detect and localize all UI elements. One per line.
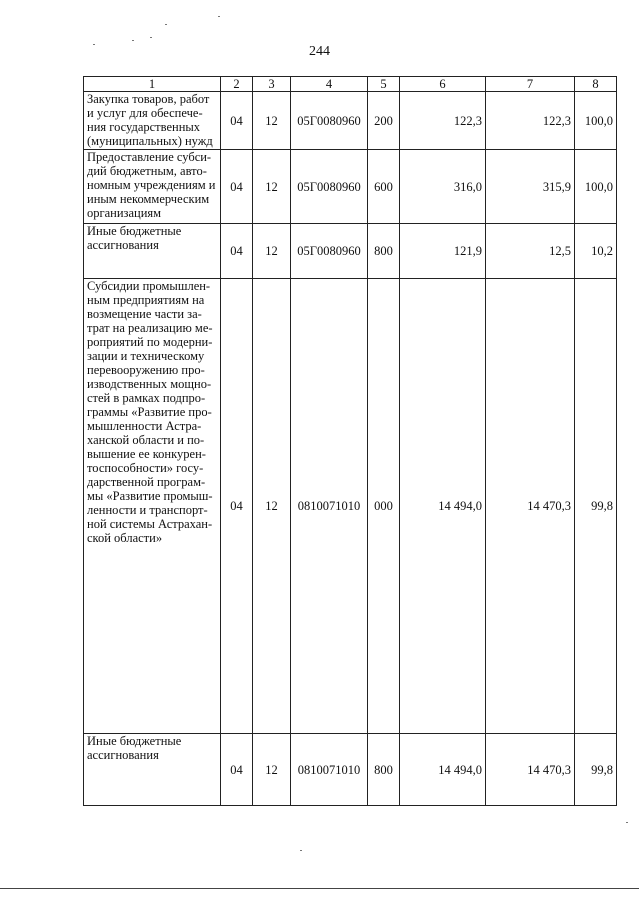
- col-header-4: 4: [291, 77, 368, 92]
- scan-speck: [150, 37, 152, 38]
- budget-table: [83, 76, 617, 806]
- row-subsection: 12: [253, 734, 291, 806]
- row-description: Предоставление субси-дий бюджетным, авто-номным учреждениям и иным некоммерческим организациям: [84, 150, 221, 224]
- header-row: [84, 77, 617, 92]
- page-number: 244: [309, 44, 330, 59]
- row-planned: 122,3: [400, 92, 486, 150]
- row-planned: 14 494,0: [400, 279, 486, 734]
- scan-speck: [626, 822, 628, 823]
- row-section: 04: [221, 734, 253, 806]
- row-expense-type: 000: [368, 279, 400, 734]
- row-percent: 100,0: [575, 92, 617, 150]
- row-executed: 14 470,3: [486, 279, 575, 734]
- row-percent: 100,0: [575, 150, 617, 224]
- row-executed: 12,5: [486, 224, 575, 279]
- row-target-article: 0810071010: [291, 734, 368, 806]
- row-description: Иные бюджетные ассигнования: [84, 224, 221, 279]
- col-header-5: 5: [368, 77, 400, 92]
- col-header-3: 3: [253, 77, 291, 92]
- row-description: Субсидии промышлен-ным предприятиям на возмещение части за-трат на реализацию ме-роприятий по модерни-зации и техническому перевооружению про-изводственных мощно-стей в рамках подпро-граммы «Развитие про-мышленности Астра-ханской области и по-вышение ее конкурен-тоспособности» госу-дарственной програм-мы «Развитие промыш-ленности и транспорт-ной системы Астрахан-ской области»: [84, 279, 221, 734]
- table-row: [84, 224, 617, 279]
- row-section: 04: [221, 279, 253, 734]
- col-header-2: 2: [221, 77, 253, 92]
- scan-speck: [165, 24, 167, 25]
- row-subsection: 12: [253, 92, 291, 150]
- row-target-article: 05Г0080960: [291, 224, 368, 279]
- row-planned: 14 494,0: [400, 734, 486, 806]
- row-target-article: 05Г0080960: [291, 92, 368, 150]
- row-target-article: 0810071010: [291, 279, 368, 734]
- row-description: Иные бюджетные ассигнования: [84, 734, 221, 806]
- col-header-1: 1: [84, 77, 221, 92]
- row-expense-type: 800: [368, 224, 400, 279]
- bottom-scan-edge: [0, 888, 639, 889]
- row-target-article: 05Г0080960: [291, 150, 368, 224]
- row-percent: 10,2: [575, 224, 617, 279]
- col-header-7: 7: [486, 77, 575, 92]
- row-executed: 315,9: [486, 150, 575, 224]
- row-section: 04: [221, 150, 253, 224]
- row-planned: 121,9: [400, 224, 486, 279]
- table-row: [84, 150, 617, 224]
- table-row: [84, 279, 617, 734]
- scan-speck: [300, 850, 302, 851]
- row-subsection: 12: [253, 279, 291, 734]
- col-header-8: 8: [575, 77, 617, 92]
- row-executed: 14 470,3: [486, 734, 575, 806]
- table-row: [84, 92, 617, 150]
- table-row: [84, 734, 617, 806]
- scan-speck: [132, 40, 134, 41]
- row-subsection: 12: [253, 150, 291, 224]
- row-section: 04: [221, 92, 253, 150]
- row-expense-type: 600: [368, 150, 400, 224]
- row-expense-type: 800: [368, 734, 400, 806]
- row-description: Закупка товаров, работ и услуг для обеспече-ния государственных (муниципальных) нужд: [84, 92, 221, 150]
- row-subsection: 12: [253, 224, 291, 279]
- scan-speck: [93, 44, 95, 45]
- row-expense-type: 200: [368, 92, 400, 150]
- row-planned: 316,0: [400, 150, 486, 224]
- col-header-6: 6: [400, 77, 486, 92]
- row-percent: 99,8: [575, 734, 617, 806]
- row-executed: 122,3: [486, 92, 575, 150]
- row-section: 04: [221, 224, 253, 279]
- scan-speck: [218, 16, 220, 17]
- row-percent: 99,8: [575, 279, 617, 734]
